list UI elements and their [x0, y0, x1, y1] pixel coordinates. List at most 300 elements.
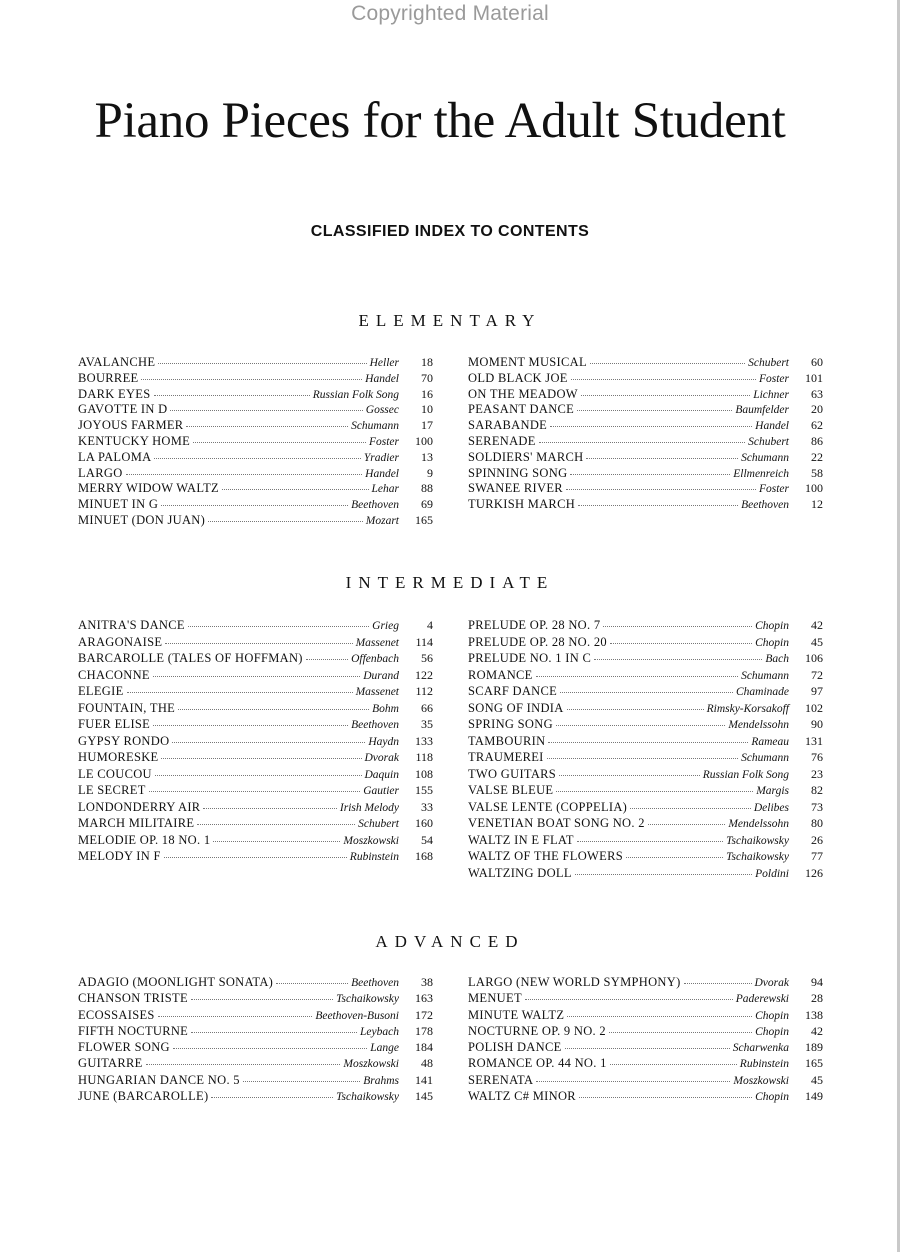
entry-composer: Chopin: [755, 1025, 789, 1038]
dot-leader: [164, 856, 347, 858]
dot-leader: [161, 757, 361, 759]
entry-composer: Leybach: [360, 1025, 399, 1038]
dot-leader: [161, 504, 348, 506]
index-entry: [78, 669, 433, 686]
entry-page-number: 62: [811, 418, 823, 433]
index-entry: [468, 867, 823, 884]
watermark: Copyrighted Material: [351, 2, 549, 25]
entry-composer: Beethoven: [351, 499, 399, 512]
index-entry: [78, 498, 433, 514]
index-entry: [468, 356, 823, 372]
entry-composer: Paderewski: [735, 993, 789, 1006]
entry-page-number: 118: [415, 750, 433, 764]
entry-title: VENETIAN BOAT SONG NO. 2: [468, 816, 645, 830]
entry-page-number: 165: [415, 512, 433, 527]
entry-title: ECOSSAISES: [78, 1007, 155, 1022]
dot-leader: [141, 378, 362, 380]
dot-leader: [575, 873, 752, 875]
entry-page-number: 138: [805, 1007, 823, 1022]
index-entry: [468, 435, 823, 451]
entry-page-number: 122: [415, 667, 433, 682]
index-entry: [78, 801, 433, 818]
dot-leader: [203, 807, 336, 809]
entry-page-number: 54: [421, 832, 433, 847]
entry-page-number: 23: [811, 766, 823, 781]
entry-composer: Margis: [756, 785, 789, 797]
dot-leader: [556, 724, 725, 726]
entry-title: PRELUDE NO. 1 IN C: [468, 651, 592, 665]
dot-leader: [578, 504, 738, 506]
entry-page-number: 112: [415, 684, 433, 698]
index-entry: [468, 784, 823, 801]
dot-leader: [648, 823, 726, 825]
entry-page-number: 163: [415, 991, 433, 1006]
dot-leader: [153, 675, 360, 677]
entry-page-number: 58: [811, 465, 823, 480]
index-entry: [468, 498, 823, 514]
entry-title: SWANEE RIVER: [468, 481, 563, 496]
entry-composer: Chaminade: [735, 686, 789, 698]
entry-page-number: 77: [811, 849, 823, 863]
dot-leader: [197, 823, 355, 825]
entry-composer: Tschaikowsky: [726, 851, 789, 863]
entry-title: ROMANCE OP. 44 NO. 1: [468, 1056, 607, 1071]
entry-composer: Yradier: [363, 451, 399, 464]
entry-composer: Beethoven: [741, 499, 789, 512]
entry-page-number: 100: [415, 433, 433, 448]
entry-title: SERENATA: [468, 1072, 534, 1087]
entry-composer: Baumfelder: [735, 404, 789, 417]
entry-composer: Beethoven: [351, 719, 399, 731]
dot-leader: [173, 1047, 367, 1049]
entry-title: LA PALOMA: [78, 449, 152, 464]
entry-page-number: 131: [805, 733, 823, 748]
index-entry: [78, 1009, 433, 1025]
entry-page-number: 149: [805, 1089, 823, 1104]
entry-page-number: 13: [421, 449, 433, 464]
dot-leader: [566, 488, 756, 490]
index-entry: [78, 419, 433, 435]
entry-page-number: 133: [415, 733, 433, 748]
entry-page-number: 88: [421, 481, 433, 496]
entry-title: TWO GUITARS: [468, 766, 557, 781]
entry-title: ELEGIE: [78, 684, 124, 698]
index-entry: [468, 768, 823, 785]
entry-page-number: 42: [811, 618, 823, 632]
entry-composer: Chopin: [755, 1009, 789, 1022]
index-entry: [468, 801, 823, 818]
entry-title: HUMORESKE: [78, 750, 159, 764]
dot-leader: [158, 1015, 313, 1017]
page-title: Piano Pieces for the Adult Student: [94, 93, 786, 149]
dot-leader: [146, 1063, 341, 1065]
index-entry: [468, 403, 823, 419]
entry-page-number: 48: [421, 1056, 433, 1071]
index-entry: [468, 702, 823, 719]
entry-page-number: 66: [421, 700, 433, 715]
entry-page-number: 178: [415, 1023, 433, 1038]
entry-title: SOLDIERS' MARCH: [468, 449, 584, 464]
index-entry: [468, 669, 823, 686]
index-entry: [78, 1057, 433, 1073]
entry-composer: Dvorak: [754, 977, 789, 989]
dot-leader: [548, 741, 748, 743]
entry-composer: Moszkowski: [343, 834, 399, 847]
entry-page-number: 168: [415, 849, 433, 863]
dot-leader: [536, 1080, 730, 1082]
index-entry: [468, 1009, 823, 1025]
dot-leader: [127, 691, 353, 693]
entry-title: SPINNING SONG: [468, 465, 568, 480]
entry-composer: Delibes: [753, 801, 789, 814]
dot-leader: [211, 1096, 333, 1098]
dot-leader: [170, 409, 362, 411]
entry-title: SCARF DANCE: [468, 684, 558, 698]
index-entry: [78, 735, 433, 752]
index-column-left: [78, 976, 433, 1106]
index-entry: [78, 388, 433, 404]
dot-leader: [559, 774, 700, 776]
entry-title: LARGO: [78, 465, 123, 480]
index-entry: [78, 372, 433, 388]
dot-leader: [565, 1047, 730, 1049]
entry-title: MENUET: [468, 991, 522, 1006]
entry-composer: Russian Folk Song: [702, 768, 789, 781]
entry-page-number: 73: [811, 799, 823, 814]
entry-page-number: 69: [421, 497, 433, 512]
entry-page-number: 16: [421, 386, 433, 401]
entry-title: JOYOUS FARMER: [78, 418, 184, 433]
index-entry: [78, 619, 433, 636]
entry-composer: Durand: [363, 669, 399, 682]
entry-composer: Lichner: [753, 388, 789, 401]
entry-title: TURKISH MARCH: [468, 497, 576, 512]
entry-composer: Handel: [755, 420, 789, 433]
entry-composer: Mendelssohn: [728, 719, 789, 731]
entry-composer: Moszkowski: [343, 1058, 399, 1071]
index-entry: [468, 751, 823, 768]
entry-page-number: 22: [811, 449, 823, 464]
entry-title: HUNGARIAN DANCE NO. 5: [78, 1072, 240, 1087]
entry-composer: Massenet: [355, 686, 399, 698]
entry-composer: Beethoven: [351, 977, 399, 989]
entry-title: PEASANT DANCE: [468, 402, 575, 417]
entry-composer: Haydn: [368, 735, 399, 748]
entry-title: KENTUCKY HOME: [78, 433, 191, 448]
entry-title: MARCH MILITAIRE: [78, 816, 195, 830]
entry-title: CHACONNE: [78, 667, 150, 682]
dot-leader: [586, 457, 738, 459]
entry-composer: Chopin: [755, 636, 789, 649]
entry-page-number: 86: [811, 433, 823, 448]
entry-title: SPRING SONG: [468, 717, 553, 731]
entry-title: LE COUCOU: [78, 766, 152, 781]
entry-title: WALTZING DOLL: [468, 865, 572, 880]
entry-composer: Rubinstein: [739, 1058, 789, 1071]
index-entry: [78, 702, 433, 719]
index-entry: [468, 636, 823, 653]
entry-page-number: 76: [811, 750, 823, 764]
entry-composer: Foster: [758, 372, 789, 385]
index-entry: [468, 652, 823, 669]
index-entry: [78, 1025, 433, 1041]
index-entry: [468, 451, 823, 467]
entry-composer: Moszkowski: [733, 1074, 789, 1087]
entry-composer: Chopin: [755, 1091, 789, 1104]
entry-page-number: 9: [427, 465, 433, 480]
dot-leader: [610, 1063, 737, 1065]
entry-page-number: 106: [805, 651, 823, 665]
entry-title: SERENADE: [468, 433, 536, 448]
index-entry: [78, 817, 433, 834]
entry-page-number: 100: [805, 481, 823, 496]
entry-title: ON THE MEADOW: [468, 386, 578, 401]
index-entry: [468, 976, 823, 992]
entry-title: LARGO (NEW WORLD SYMPHONY): [468, 975, 681, 989]
entry-title: NOCTURNE OP. 9 NO. 2: [468, 1023, 606, 1038]
entry-composer: Irish Melody: [339, 801, 399, 814]
entry-page-number: 160: [415, 816, 433, 830]
entry-page-number: 10: [421, 402, 433, 417]
section-heading: ADVANCED: [375, 932, 525, 951]
index-entry: [468, 1090, 823, 1106]
dot-leader: [154, 394, 310, 396]
dot-leader: [172, 741, 365, 743]
entry-title: BARCAROLLE (TALES OF HOFFMAN): [78, 651, 303, 665]
dot-leader: [178, 708, 369, 710]
dot-leader: [208, 520, 363, 522]
entry-title: FLOWER SONG: [78, 1040, 170, 1055]
dot-leader: [149, 790, 361, 792]
entry-title: WALTZ C# MINOR: [468, 1089, 576, 1104]
entry-page-number: 4: [427, 618, 433, 632]
dot-leader: [594, 658, 762, 660]
entry-composer: Tschaikowsky: [336, 1091, 399, 1104]
entry-composer: Mendelssohn: [728, 818, 789, 830]
entry-page-number: 20: [811, 402, 823, 417]
entry-title: MELODY IN F: [78, 849, 161, 863]
dot-leader: [186, 425, 348, 427]
entry-page-number: 42: [811, 1023, 823, 1038]
entry-title: SONG OF INDIA: [468, 700, 564, 715]
dot-leader: [539, 441, 745, 443]
entry-title: ANITRA'S DANCE: [78, 618, 185, 632]
entry-page-number: 38: [421, 975, 433, 989]
entry-composer: Scharwenka: [732, 1042, 789, 1055]
entry-composer: Rubinstein: [349, 851, 399, 863]
page-subtitle: CLASSIFIED INDEX TO CONTENTS: [310, 223, 590, 240]
entry-title: TAMBOURIN: [468, 733, 546, 748]
entry-composer: Handel: [365, 467, 399, 480]
entry-title: PRELUDE OP. 28 NO. 20: [468, 634, 607, 649]
entry-composer: Daquin: [364, 768, 399, 781]
entry-composer: Ellmenreich: [733, 467, 789, 480]
dot-leader: [579, 1096, 752, 1098]
index-entry: [78, 403, 433, 419]
dot-leader: [191, 1031, 357, 1033]
entry-composer: Schumann: [741, 451, 789, 464]
entry-page-number: 26: [811, 832, 823, 847]
entry-title: POLISH DANCE: [468, 1040, 562, 1055]
entry-page-number: 189: [805, 1040, 823, 1055]
entry-page-number: 28: [811, 991, 823, 1006]
section-heading: ELEMENTARY: [358, 311, 542, 330]
entry-composer: Rameau: [751, 735, 789, 748]
dot-leader: [155, 774, 362, 776]
dot-leader: [560, 691, 733, 693]
dot-leader: [276, 982, 348, 984]
index-entry: [468, 419, 823, 435]
entry-composer: Tschaikowsky: [336, 993, 399, 1006]
entry-title: CHANSON TRISTE: [78, 991, 188, 1006]
dot-leader: [154, 457, 360, 459]
entry-title: JUNE (BARCAROLLE): [78, 1089, 209, 1104]
dot-leader: [536, 675, 738, 677]
index-entry: [78, 768, 433, 785]
entry-page-number: 63: [811, 386, 823, 401]
entry-title: ROMANCE: [468, 667, 533, 682]
entry-composer: Gossec: [365, 404, 399, 417]
entry-composer: Massenet: [355, 636, 399, 649]
index-entry: [78, 718, 433, 735]
entry-title: GUITARRE: [78, 1056, 143, 1071]
index-entry: [468, 1025, 823, 1041]
entry-title: FOUNTAIN, THE: [78, 700, 176, 715]
entry-title: MERRY WIDOW WALTZ: [78, 481, 219, 496]
index-entry: [78, 850, 433, 867]
entry-page-number: 35: [421, 717, 433, 731]
index-entry: [468, 992, 823, 1008]
entry-page-number: 56: [421, 651, 433, 665]
dot-leader: [610, 642, 752, 644]
entry-title: PRELUDE OP. 28 NO. 7: [468, 618, 601, 632]
index-entry: [468, 817, 823, 834]
dot-leader: [525, 998, 733, 1000]
index-column-right: [468, 619, 823, 883]
index-column-right: [468, 976, 823, 1106]
entry-page-number: 45: [811, 1072, 823, 1087]
entry-title: FUER ELISE: [78, 717, 151, 731]
entry-composer: Rimsky-Korsakoff: [706, 702, 789, 715]
entry-page-number: 72: [811, 667, 823, 682]
entry-title: WALTZ OF THE FLOWERS: [468, 849, 623, 863]
entry-composer: Foster: [758, 483, 789, 496]
index-entry: [468, 482, 823, 498]
section-heading: INTERMEDIATE: [345, 573, 555, 592]
entry-page-number: 155: [415, 783, 433, 797]
entry-composer: Beethoven-Busoni: [315, 1009, 399, 1022]
dot-leader: [684, 982, 752, 984]
index-column-left: [78, 356, 433, 530]
entry-title: ARAGONAISE: [78, 634, 163, 649]
entry-page-number: 165: [805, 1056, 823, 1071]
dot-leader: [222, 488, 369, 490]
index-entry: [78, 992, 433, 1008]
index-entry: [468, 735, 823, 752]
entry-page-number: 45: [811, 634, 823, 649]
entry-title: WALTZ IN E FLAT: [468, 832, 574, 847]
dot-leader: [550, 425, 752, 427]
entry-title: ADAGIO (MOONLIGHT SONATA): [78, 975, 274, 989]
entry-title: GAVOTTE IN D: [78, 402, 168, 417]
dot-leader: [571, 378, 756, 380]
entry-title: MELODIE OP. 18 NO. 1: [78, 832, 211, 847]
entry-title: MOMENT MUSICAL: [468, 355, 587, 369]
entry-composer: Schubert: [358, 818, 399, 830]
entry-page-number: 82: [811, 783, 823, 797]
entry-title: MINUET (DON JUAN): [78, 512, 206, 527]
index-entry: [78, 451, 433, 467]
entry-page-number: 94: [811, 975, 823, 989]
dot-leader: [191, 998, 333, 1000]
entry-composer: Gautier: [363, 785, 399, 797]
index-entry: [78, 1074, 433, 1090]
dot-leader: [153, 724, 348, 726]
entry-composer: Poldini: [755, 867, 789, 880]
entry-page-number: 114: [415, 634, 433, 649]
entry-title: OLD BLACK JOE: [468, 370, 568, 385]
dot-leader: [547, 757, 738, 759]
entry-page-number: 80: [811, 816, 823, 830]
entry-page-number: 141: [415, 1072, 433, 1087]
dot-leader: [581, 394, 750, 396]
entry-page-number: 18: [421, 355, 433, 369]
entry-page-number: 33: [421, 799, 433, 814]
index-entry: [78, 482, 433, 498]
dot-leader: [567, 708, 704, 710]
index-entry: [78, 784, 433, 801]
dot-leader: [213, 840, 340, 842]
entry-composer: Bohm: [372, 702, 399, 715]
dot-leader: [609, 1031, 752, 1033]
entry-composer: Grieg: [372, 620, 399, 632]
index-entry: [78, 834, 433, 851]
index-entry: [78, 356, 433, 372]
entry-page-number: 97: [811, 684, 823, 698]
entry-composer: Offenbach: [351, 653, 399, 665]
dot-leader: [556, 790, 753, 792]
index-entry: [468, 619, 823, 636]
index-entry: [468, 834, 823, 851]
dot-leader: [126, 473, 363, 475]
dot-leader: [577, 840, 723, 842]
entry-page-number: 12: [811, 497, 823, 512]
entry-composer: Brahms: [363, 1074, 399, 1087]
index-entry: [468, 1041, 823, 1057]
entry-composer: Schubert: [748, 435, 789, 448]
dot-leader: [603, 625, 752, 627]
entry-composer: Lehar: [371, 483, 399, 496]
entry-page-number: 101: [805, 370, 823, 385]
entry-composer: Dvorak: [364, 752, 399, 764]
index-entry: [78, 636, 433, 653]
entry-title: MINUTE WALTZ: [468, 1007, 565, 1022]
index-entry: [78, 652, 433, 669]
dot-leader: [630, 807, 751, 809]
entry-page-number: 145: [415, 1089, 433, 1104]
entry-composer: Chopin: [755, 620, 789, 632]
index-entry: [78, 467, 433, 483]
entry-page-number: 60: [811, 355, 823, 369]
entry-composer: Schumann: [741, 669, 789, 682]
index-entry: [78, 435, 433, 451]
entry-page-number: 70: [421, 370, 433, 385]
entry-composer: Russian Folk Song: [312, 388, 399, 401]
dot-leader: [188, 625, 369, 627]
index-entry: [78, 514, 433, 530]
entry-page-number: 102: [805, 700, 823, 715]
entry-title: LONDONDERRY AIR: [78, 799, 201, 814]
